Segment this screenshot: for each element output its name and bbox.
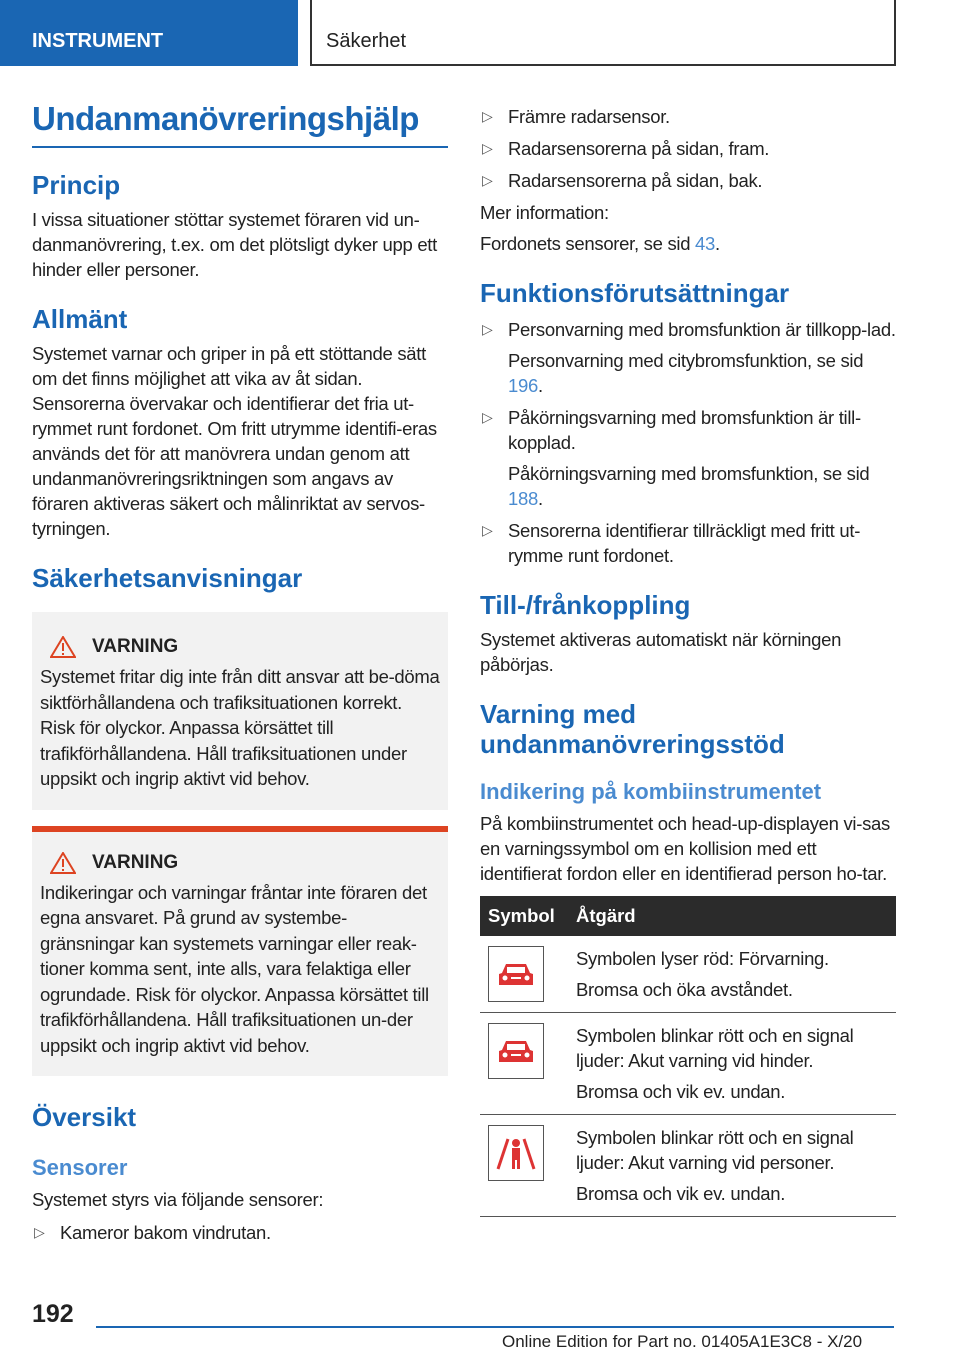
- page-title: Undanmanövreringshjälp: [32, 100, 448, 148]
- heading-princip: Princip: [32, 170, 121, 200]
- list-item: ▷ Påkörningsvarning med bromsfunktion är till-kopplad. Påkörningsvarning med bromsfunktion, se sid 188.: [482, 407, 870, 509]
- list-item: ▷ Kameror bakom vindrutan.: [34, 1222, 271, 1243]
- warning-text: Indikeringar och varningar fråntar inte föraren det egna ansvaret. På grund av systembe-gränsningar kan systemets varningar eller reak-tioner komma sent, inte alls, vara felaktiga eller ogrundade. Risk för olyckor. Anpassa körsättet till trafikförhållandena. Håll trafiksituationen un-der uppsikt och ingrip aktivt vid behov.: [40, 881, 429, 1056]
- table-row: Symbolen blinkar rött och en signal ljuder: Akut varning vid personer. Bromsa och vik ev. undan.: [480, 1115, 896, 1217]
- symbol-table: [480, 896, 896, 1217]
- sensor-list: [32, 1220, 448, 1245]
- bullet-triangle-icon: ▷: [482, 409, 493, 425]
- heading-allmant: Allmänt: [32, 304, 128, 334]
- till-text: Systemet aktiveras automatiskt när körningen påbörjas.: [480, 629, 842, 675]
- function-list: [480, 317, 896, 568]
- bullet-triangle-icon: ▷: [34, 1224, 45, 1240]
- sensorer-text: Systemet styrs via följande sensorer:: [32, 1189, 324, 1210]
- col-header-symbol: Symbol: [480, 896, 568, 936]
- heading-sensorer: Sensorer: [32, 1155, 128, 1180]
- warning-text: Systemet fritar dig inte från ditt ansvar att be-döma siktförhållandena och trafiksituationen korrekt. Risk för olyckor. Anpassa körsättet till trafikförhållandena. Håll trafiksituationen under uppsikt och ingrip aktivt vid behov.: [40, 666, 440, 789]
- warning-box: [32, 826, 448, 1077]
- heading-safety: Säkerhetsanvisningar: [32, 563, 303, 593]
- warning-triangle-icon: [50, 636, 76, 658]
- bullet-triangle-icon: ▷: [482, 140, 493, 156]
- bullet-triangle-icon: ▷: [482, 108, 493, 124]
- list-item: ▷ Personvarning med bromsfunktion är tillkopp-lad. Personvarning med citybromsfunktion, se sid 196.: [482, 319, 896, 396]
- more-info: Mer information:: [480, 202, 609, 223]
- page-header: [0, 0, 960, 66]
- car-warning-icon: [496, 1036, 536, 1066]
- heading-indikering: Indikering på kombiinstrumentet: [480, 779, 822, 804]
- page-link[interactable]: 43: [695, 233, 716, 254]
- warning-triangle-icon: [50, 852, 76, 874]
- topic-tab[interactable]: Säkerhet: [310, 0, 896, 66]
- heading-oversikt: Översikt: [32, 1102, 137, 1132]
- col-header-action: Åtgärd: [568, 896, 896, 936]
- car-warning-icon: [496, 959, 536, 989]
- warning-label: VARNING: [92, 851, 179, 873]
- heading-till: Till-/frånkoppling: [480, 590, 691, 620]
- heading-varning: Varning med undanmanövreringsstöd: [480, 699, 785, 759]
- footer-divider: [96, 1326, 894, 1328]
- sensor-list-continued: [480, 104, 896, 193]
- warning-box: [32, 612, 448, 810]
- table-row: Symbolen blinkar rött och en signal ljuder: Akut varning vid hinder. Bromsa och vik ev. undan.: [480, 1013, 896, 1115]
- right-column: [480, 104, 896, 1217]
- bullet-triangle-icon: ▷: [482, 172, 493, 188]
- allmant-text: Systemet varnar och griper in på ett stöttande sätt om det finns möjlighet att vika av åt sidan. Sensorerna övervakar och identifierar det fria ut-rymmet runt fordonet. Om fritt utrymme identifi-eras används det för att manövrera undan genom att undanmanövreringsriktningen som angavs av föraren aktiveras säkert och målinriktat av servos-tyrningen.: [32, 343, 437, 539]
- list-item: ▷ Sensorerna identifierar tillräckligt med fritt ut-rymme runt fordonet.: [482, 520, 861, 566]
- page-number: 192: [32, 1300, 74, 1328]
- list-item: ▷ Radarsensorerna på sidan, fram.: [482, 138, 770, 159]
- page-link[interactable]: 196: [508, 375, 538, 396]
- page-link[interactable]: 188: [508, 488, 538, 509]
- edition-text: Online Edition for Part no. 01405A1E3C8 - X/20: [502, 1332, 863, 1351]
- section-tab[interactable]: INSTRUMENT: [0, 0, 298, 66]
- table-row: Symbolen lyser röd: Förvarning. Bromsa och öka avståndet.: [480, 936, 896, 1013]
- bullet-triangle-icon: ▷: [482, 522, 493, 538]
- warning-label: VARNING: [92, 636, 179, 657]
- bullet-triangle-icon: ▷: [482, 321, 493, 337]
- pedestrian-warning-icon: [494, 1133, 538, 1173]
- left-column: [32, 100, 448, 1252]
- list-item: ▷ Främre radarsensor.: [482, 106, 670, 127]
- heading-funktion: Funktionsförutsättningar: [480, 278, 790, 308]
- princip-text: I vissa situationer stöttar systemet föraren vid un-danmanövrering, t.ex. om det plötsligt dyker upp ett hinder eller personer.: [32, 209, 437, 280]
- indik-text: På kombiinstrumentet och head-up-displayen vi-sas en varningssymbol om en kollision med ett identifierat fordon eller en identifierad person ho-tar.: [480, 813, 890, 884]
- ref-text: Fordonets sensorer, se sid 43.: [480, 233, 720, 254]
- list-item: ▷ Radarsensorerna på sidan, bak.: [482, 170, 763, 191]
